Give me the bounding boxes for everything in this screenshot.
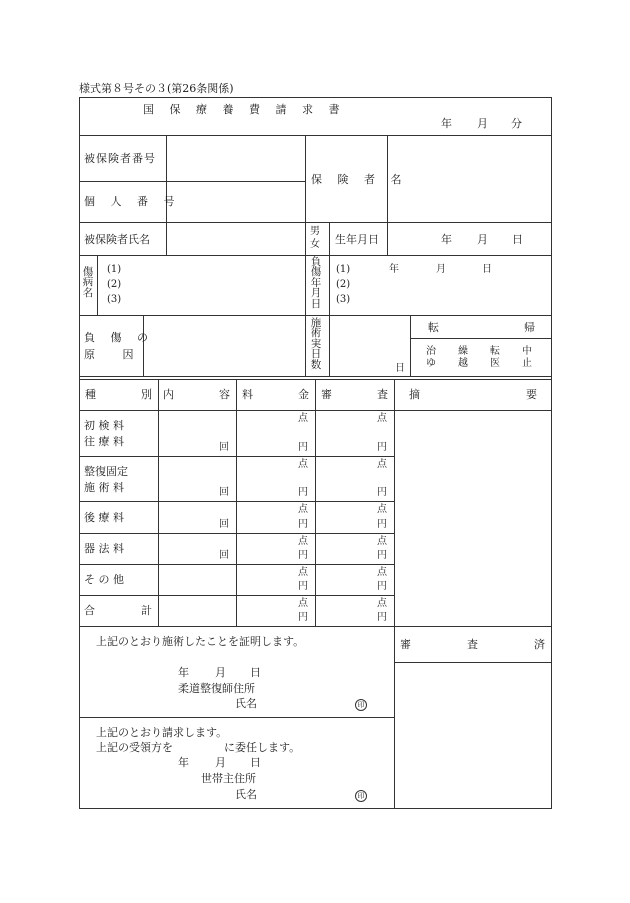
injury-name-item-3: (3)	[107, 294, 122, 305]
delegation-statement-prefix: 上記の受領方を	[96, 741, 173, 754]
row-5-fee-points-unit: 点	[298, 567, 308, 578]
treatment-days-field[interactable]	[330, 316, 410, 376]
insured-name-field[interactable]	[167, 223, 305, 255]
col-header-category: 種 別	[85, 388, 152, 401]
row-5-review-field[interactable]	[316, 565, 394, 595]
outcome-option-stop-1[interactable]: 中	[522, 346, 532, 357]
insurer-name-field[interactable]	[388, 136, 551, 222]
page-title: 国 保 療 養 費 請 求 書	[143, 103, 346, 116]
birthdate-label: 生年月日	[335, 233, 379, 246]
row-4-label: 器 法 料	[84, 542, 124, 555]
treatment-days-unit: 日	[395, 363, 405, 374]
row-4-fee-field[interactable]	[237, 534, 315, 564]
request-statement: 上記のとおり請求します。	[96, 726, 228, 739]
outcome-option-transfer-2[interactable]: 医	[490, 358, 500, 369]
row-2-label-line1: 整復固定	[84, 465, 128, 478]
insurer-name-label: 保 険 者 名	[311, 173, 408, 186]
row-6-review-points-unit: 点	[377, 598, 387, 609]
row-6-fee-yen-unit: 円	[298, 612, 308, 623]
row-2-times-unit: 回	[219, 487, 229, 498]
row-5-review-yen-unit: 円	[377, 581, 387, 592]
row-4-times-unit: 回	[219, 550, 229, 561]
householder-address-label: 世帯主住所	[201, 772, 256, 785]
cert-year-label: 年	[178, 666, 189, 679]
cause-label-line2: 原 因	[84, 348, 146, 361]
row-6-fee-field[interactable]	[237, 596, 315, 626]
request-year-label: 年	[178, 756, 189, 769]
cause-field[interactable]	[144, 316, 305, 376]
month-label: 月	[477, 117, 488, 130]
injury-date-item-1: (1)	[336, 264, 351, 275]
delegation-statement-suffix: に委任します。	[224, 741, 301, 754]
row-3-fee-points-unit: 点	[298, 504, 308, 515]
outcome-option-stop-2[interactable]: 止	[522, 358, 532, 369]
remarks-field[interactable]	[395, 411, 551, 626]
injury-date-year-label: 年	[389, 264, 399, 275]
outcome-option-carry-1[interactable]: 繰	[458, 346, 468, 357]
period-suffix-label: 分	[511, 117, 522, 130]
row-3-fee-yen-unit: 円	[298, 519, 308, 530]
col-header-fee: 料 金	[242, 388, 309, 401]
row-5-fee-yen-unit: 円	[298, 581, 308, 592]
insured-number-field[interactable]	[167, 136, 305, 181]
row-1-fee-points-unit: 点	[298, 413, 308, 424]
col-header-content: 内 容	[163, 388, 230, 401]
injury-name-field[interactable]	[98, 256, 305, 315]
cause-label-line1: 負 傷 の	[84, 331, 154, 344]
cert-day-label: 日	[250, 666, 261, 679]
row-2-review-field[interactable]	[316, 457, 394, 501]
row-3-times-unit: 回	[219, 519, 229, 530]
request-day-label: 日	[250, 756, 261, 769]
row-2-fee-points-unit: 点	[298, 459, 308, 470]
row-6-review-yen-unit: 円	[377, 612, 387, 623]
row-3-fee-field[interactable]	[237, 502, 315, 533]
row-3-review-field[interactable]	[316, 502, 394, 533]
injury-date-month-label: 月	[436, 264, 446, 275]
injury-name-label: 傷病名	[82, 266, 94, 299]
row-2-review-points-unit: 点	[377, 459, 387, 470]
row-1-fee-field[interactable]	[237, 411, 315, 456]
year-label: 年	[441, 117, 452, 130]
householder-name-label: 氏名	[235, 788, 257, 801]
treatment-days-label: 施術実日数	[310, 317, 322, 371]
col-header-remarks: 摘 要	[409, 388, 537, 401]
outcome-option-transfer-1[interactable]: 転	[490, 346, 500, 357]
row-4-review-field[interactable]	[316, 534, 394, 564]
row-6-label: 合 計	[84, 604, 152, 617]
practitioner-address-label: 柔道整復師住所	[178, 682, 255, 695]
birth-month-label: 月	[477, 233, 488, 246]
row-3-label: 後 療 料	[84, 511, 124, 524]
personal-number-field[interactable]	[167, 182, 305, 222]
row-4-fee-yen-unit: 円	[298, 550, 308, 561]
injury-date-item-2: (2)	[336, 279, 351, 290]
row-4-review-points-unit: 点	[377, 536, 387, 547]
row-1-fee-yen-unit: 円	[298, 442, 308, 453]
row-2-review-yen-unit: 円	[377, 487, 387, 498]
insured-name-label: 被保険者氏名	[84, 233, 150, 246]
row-3-review-yen-unit: 円	[377, 519, 387, 530]
col-header-review: 審 査	[321, 388, 388, 401]
birth-year-label: 年	[441, 233, 452, 246]
row-5-content-field[interactable]	[159, 565, 236, 595]
insured-number-label: 被保険者番号	[84, 152, 156, 165]
practitioner-name-label: 氏名	[235, 697, 257, 710]
row-1-review-yen-unit: 円	[377, 442, 387, 453]
outcome-option-cure-1[interactable]: 治	[426, 346, 436, 357]
row-4-fee-points-unit: 点	[298, 536, 308, 547]
sex-female-option[interactable]: 女	[310, 239, 320, 250]
injury-name-item-2: (2)	[107, 279, 122, 290]
certification-statement: 上記のとおり施術したことを証明します。	[96, 635, 305, 648]
row-2-fee-field[interactable]	[237, 457, 315, 501]
injury-date-label: 負傷年月日	[310, 256, 322, 310]
row-5-label: そ の 他	[84, 573, 124, 586]
sex-male-option[interactable]: 男	[310, 226, 320, 237]
row-6-review-field[interactable]	[316, 596, 394, 626]
injury-date-day-label: 日	[482, 264, 492, 275]
personal-number-label: 個 人 番 号	[84, 195, 181, 208]
review-done-stamp-area[interactable]	[395, 663, 551, 808]
row-2-fee-yen-unit: 円	[298, 487, 308, 498]
row-3-review-points-unit: 点	[377, 504, 387, 515]
outcome-option-cure-2[interactable]: ゆ	[426, 358, 436, 369]
row-1-review-field[interactable]	[316, 411, 394, 456]
row-1-label-line1: 初 検 料	[84, 419, 124, 432]
outcome-label-1: 転 帰	[428, 321, 535, 334]
row-6-content-field[interactable]	[159, 596, 236, 626]
row-2-label-line2: 施 術 料	[84, 481, 124, 494]
row-1-label-line2: 往 療 料	[84, 435, 124, 448]
row-1-review-points-unit: 点	[377, 413, 387, 424]
row-4-review-yen-unit: 円	[377, 550, 387, 561]
injury-name-item-1: (1)	[107, 264, 122, 275]
row-6-fee-points-unit: 点	[298, 598, 308, 609]
review-done-label: 審 査 済	[400, 638, 545, 651]
row-1-times-unit: 回	[219, 442, 229, 453]
injury-date-item-3: (3)	[336, 294, 351, 305]
cert-month-label: 月	[215, 666, 226, 679]
birth-day-label: 日	[512, 233, 523, 246]
request-month-label: 月	[215, 756, 226, 769]
practitioner-seal-icon: 印	[355, 697, 367, 711]
outcome-option-carry-2[interactable]: 越	[458, 358, 468, 369]
row-5-review-points-unit: 点	[377, 567, 387, 578]
row-5-fee-field[interactable]	[237, 565, 315, 595]
householder-seal-icon: 印	[355, 788, 367, 802]
form-number-label: 様式第８号その３(第26条関係)	[79, 82, 234, 95]
